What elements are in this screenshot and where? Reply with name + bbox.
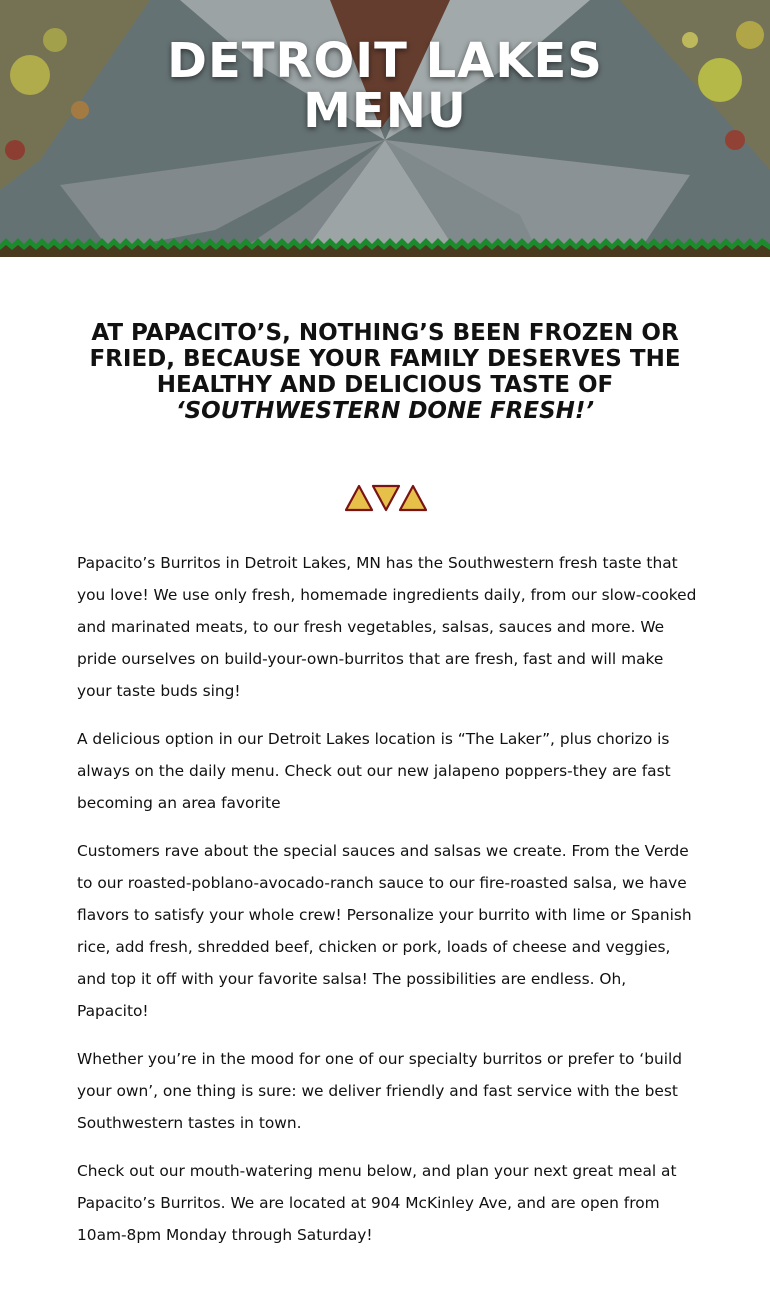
hero-banner (0, 0, 770, 257)
paragraph-location-hours: Check out our mouth-watering menu below, and plan your next great meal at Papacito’s Burritos. We are located at 904 McKinley Ave, and are open from 10am-8pm Monday through Saturday! (77, 1162, 677, 1244)
page-title-line-2: MENU (303, 83, 467, 139)
tagline: ‘SOUTHWESTERN DONE FRESH!’ (175, 398, 595, 424)
paragraph-sauces: Customers rave about the special sauces and salsas we create. From the Verde to our roasted-poblano-avocado-ranch sauce to our fire-roasted salsa, we have flavors to satisfy your whole crew! Personalize your burrito with lime or Spanish rice, add fresh, shredded beef, chicken or pork, loads of cheese and veggies, and top it off with your favorite salsa! The possibilities are endless. Oh, Papacito! (77, 842, 692, 1020)
paragraph-laker: A delicious option in our Detroit Lakes location is “The Laker”, plus chorizo is always on the daily menu. Check out our new jalapeno poppers-they are fast becoming an area favorite (77, 730, 671, 812)
page-title-line-1: DETROIT LAKES (167, 33, 603, 89)
intro-headline-text: AT PAPACITO’S, NOTHING’S BEEN FROZEN OR FRIED, BECAUSE YOUR FAMILY DESERVES THE HEALTHY AND DELICIOUS TASTE OF (89, 320, 681, 398)
description-content (77, 547, 697, 1267)
triangles-divider-icon (345, 483, 427, 513)
paragraph-intro: Papacito’s Burritos in Detroit Lakes, MN has the Southwestern fresh taste that you love! We use only fresh, homemade ingredients daily, from our slow-cooked and marinated meats, to our fresh vegetables, salsas, sauces and more. We pride ourselves on build-your-own-burritos that are fresh, fast and will make your taste buds sing! (77, 554, 697, 700)
page-title (0, 33, 770, 139)
paragraph-service: Whether you’re in the mood for one of our specialty burritos or prefer to ‘build your own’, one thing is sure: we deliver friendly and fast service with the best Southwestern tastes in town. (77, 1050, 683, 1132)
intro-headline (70, 320, 700, 424)
